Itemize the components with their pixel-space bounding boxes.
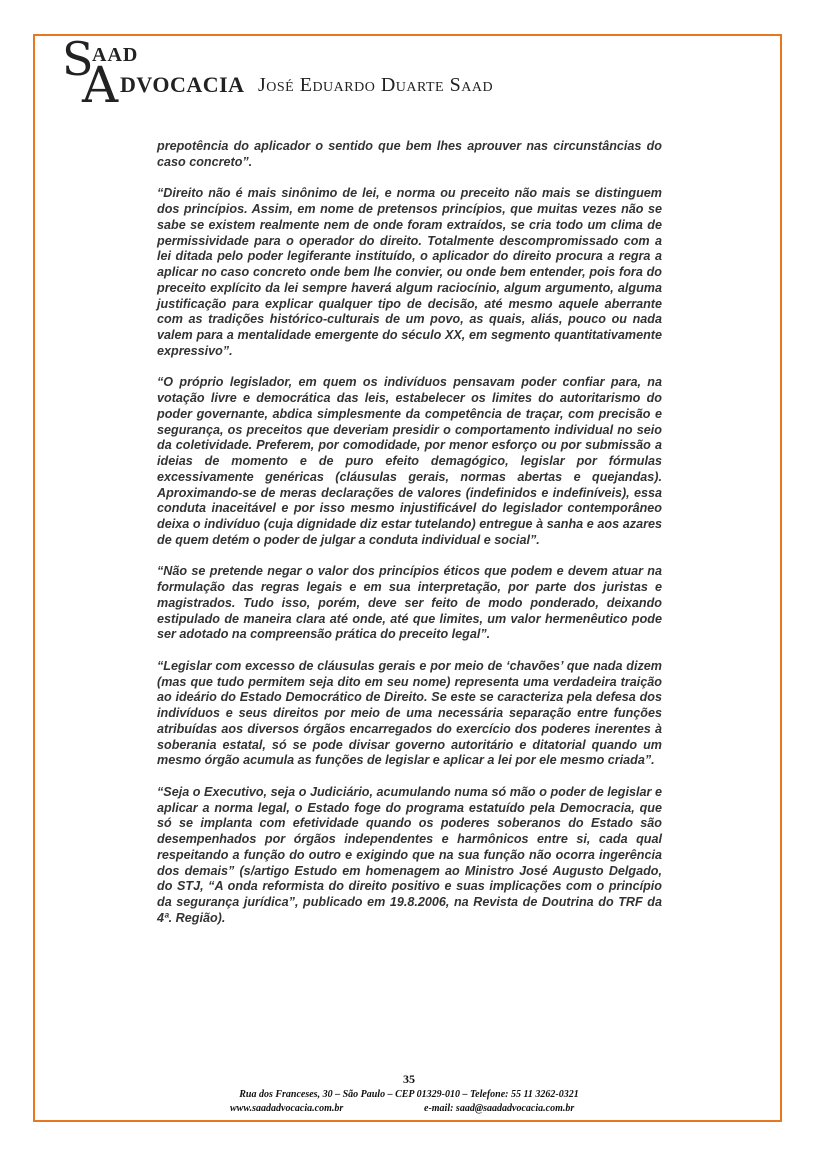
paragraph: “Seja o Executivo, seja o Judiciário, acumulando numa só mão o poder de legislar e aplicar a norma legal, o Estado foge do programa estatuído pela Democracia, que só se implanta com efetividade quando os poderes soberanos do Estado são desempenhados por órgãos independentes e harmônicos entre si, cada qual respeitando a função do outro e exigindo que na sua função não ocorra ingerência dos demais” (s/artigo Estudo em homenagem ao Ministro José Augusto Delgado, do STJ, “A onda reformista do direito positivo e suas implicações com o princípio da segurança jurídica”, publicado em 19.8.2006, na Revista de Doutrina do TRF da 4ª. Região). — [157, 784, 662, 925]
lawyer-name: José Eduardo Duarte Saad — [258, 74, 494, 96]
logo-letter-a: A — [82, 56, 119, 114]
document-body — [157, 139, 662, 942]
logo-letter-s: S — [62, 32, 94, 86]
paragraph: “Direito não é mais sinônimo de lei, e norma ou preceito não mais se distinguem dos princípios. Assim, em nome de pretensos princípios, que muitas vezes não se sabe se existem realmente nem de onde foram extraídos, se cria todo um clima de permissividade para o operador do direito. Totalmente descompromissado com a lei ditada pelo poder legiferante instituído, o aplicador do direito procura a regra a aplicar no caso concreto onde bem lhe convier, ou onde bem entender, pois fora do preceito explícito da lei sempre haverá algum raciocínio, algum argumento, alguma justificação para explicar qualquer tipo de decisão, até mesmo aquele aberrante com as tradições histórico-culturais de um povo, as quais, aliás, pouco ou nada valem para a mentalidade emergente do século XX, em segmento quantitativamente expressivo”. — [157, 186, 662, 358]
paragraph: “Legislar com excesso de cláusulas gerais e por meio de ‘chavões’ que nada dizem (mas que tudo permitem seja dito em seu nome) representa uma verdadeira traição ao ideário do Estado Democrático de Direito. Se este se caracteriza pela defesa dos indivíduos e seus direitos por meio de uma necessária separação entre funções atribuídas aos diversos órgãos encarregados do exercício dos poderes inerentes à soberania estatal, só se pode divisar governo autoritário e ditatorial quando um mesmo órgão acumula as funções de legislar e aplicar a lei por ele mesmo criada”. — [157, 658, 662, 768]
footer-website[interactable]: www.saadadvocacia.com.br — [230, 1103, 344, 1114]
page-number: 35 — [403, 1072, 415, 1086]
paragraph: “Não se pretende negar o valor dos princípios éticos que podem e devem atuar na formulação das regras legais e em sua interpretação, por parte dos juristas e magistrados. Tudo isso, porém, deve ser feito de modo ponderado, deixando estipulado de maneira clara até onde, até que limites, um valor hermenêutico pode ser adotado na compreensão prática do preceito legal”. — [157, 564, 662, 642]
footer-email[interactable]: e-mail: saad@saadadvocacia.com.br — [424, 1103, 575, 1114]
logo-word-aad: AAD — [92, 44, 139, 66]
logo-word-dvocacia: DVOCACIA — [120, 72, 245, 97]
paragraph: “O próprio legislador, em quem os indivíduos pensavam poder confiar para, na votação livre e democrática das leis, estabelecer os limites do autoritarismo do poder governante, abdica simplesmente da competência de traçar, com precisão e segurança, os preceitos que deveriam presidir o comportamento individual no seio da coletividade. Preferem, por comodidade, por menor esforço ou por submissão a ideias de momento e de puro efeito demagógico, legislar por fórmulas excessivamente genéricas (cláusulas gerais, normas abertas e quejandas). Aproximando-se de meras declarações de valores (indefinidos e indefiníveis), essa conduta inaceitável e por isso mesmo injustificável do legislador contemporâneo deixa o indivíduo (cuja dignidade diz estar tutelando) entregue à sanha e aos azares de quem detém o poder de julgar a conduta individual e social”. — [157, 375, 662, 547]
firm-logo — [62, 32, 542, 114]
footer-address: Rua dos Franceses, 30 – São Paulo – CEP 01329-010 – Telefone: 55 11 3262-0321 — [239, 1089, 579, 1100]
paragraph: prepotência do aplicador o sentido que bem lhes aprouver nas circunstâncias do caso concreto”. — [157, 139, 662, 169]
